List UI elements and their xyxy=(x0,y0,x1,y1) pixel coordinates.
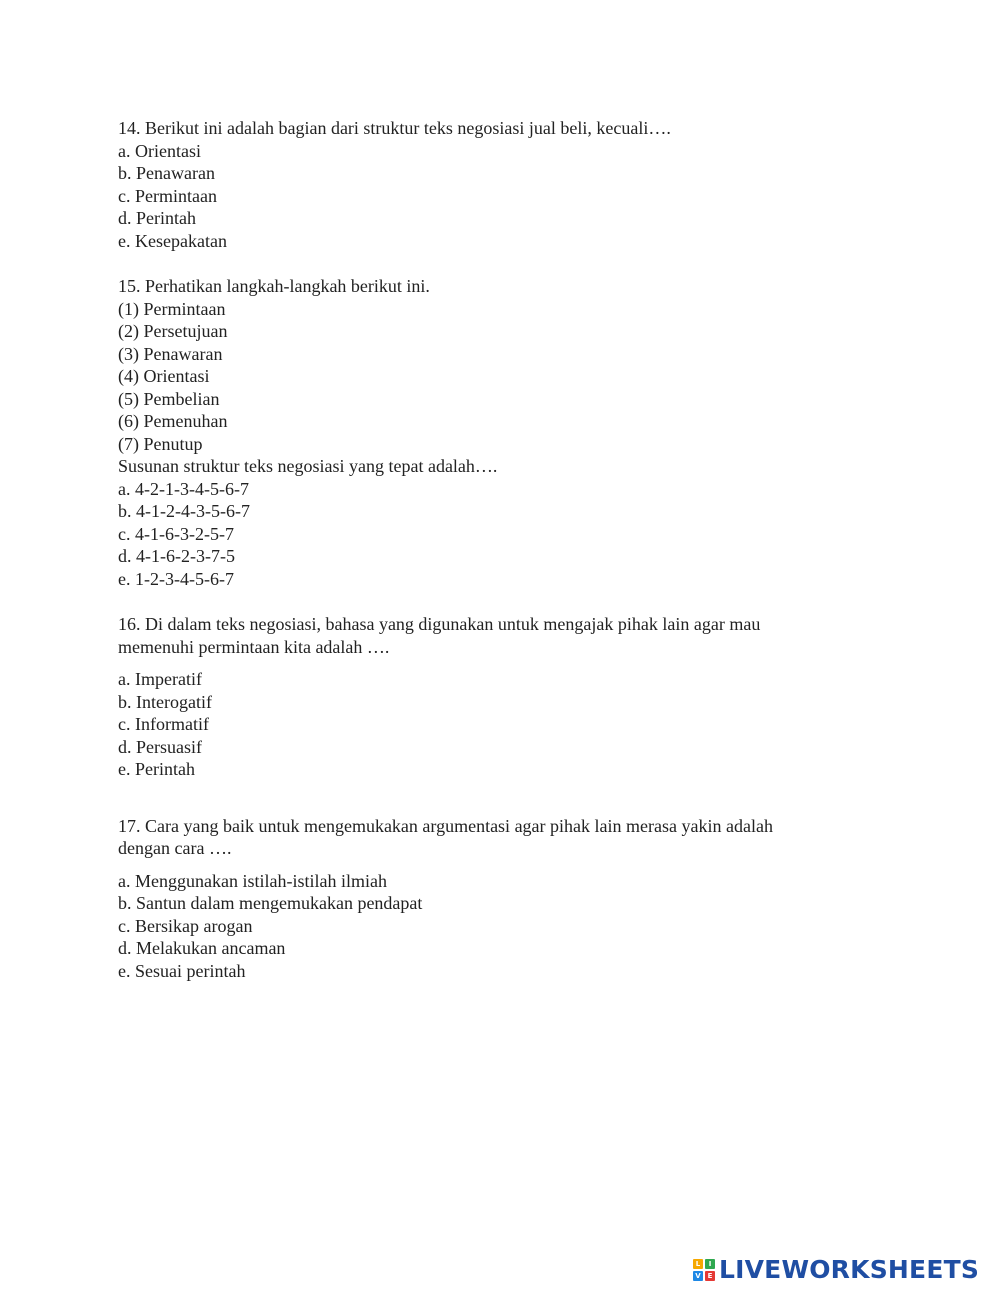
question-16-option-d: d. Persuasif xyxy=(118,736,202,757)
logo-tile-e: E xyxy=(705,1271,715,1281)
question-17-stem-line-2: dengan cara …. xyxy=(118,838,232,858)
question-14 xyxy=(118,117,878,252)
question-15-step-4: (4) Orientasi xyxy=(118,366,210,386)
question-14-option-c: c. Permintaan xyxy=(118,185,217,206)
question-15-step-1: (1) Permintaan xyxy=(118,298,226,319)
question-17-stem-line-1: 17. Cara yang baik untuk mengemukakan argumentasi agar pihak lain merasa yakin adalah xyxy=(118,815,773,836)
question-16-option-c: c. Informatif xyxy=(118,714,209,734)
question-15 xyxy=(118,275,878,590)
question-14-stem: 14. Berikut ini adalah bagian dari struktur teks negosiasi jual beli, kecuali…. xyxy=(118,118,671,138)
question-15-prompt: Susunan struktur teks negosiasi yang tepat adalah…. xyxy=(118,456,498,476)
question-15-option-e: e. 1-2-3-4-5-6-7 xyxy=(118,568,234,589)
question-16-stem-line-2: memenuhi permintaan kita adalah …. xyxy=(118,636,390,657)
question-16-stem-line-1: 16. Di dalam teks negosiasi, bahasa yang digunakan untuk mengajak pihak lain agar mau xyxy=(118,614,761,634)
logo-tile-l: L xyxy=(693,1259,703,1269)
question-14-option-d: d. Perintah xyxy=(118,208,196,228)
logo-tile-i: I xyxy=(705,1259,715,1269)
question-15-option-a: a. 4-2-1-3-4-5-6-7 xyxy=(118,478,249,499)
question-16 xyxy=(118,613,878,781)
question-15-option-d: d. 4-1-6-2-3-7-5 xyxy=(118,546,235,566)
worksheet-page xyxy=(118,117,878,1004)
liveworksheets-wordmark: LIVEWORKSHEETS xyxy=(719,1255,980,1284)
question-17-option-a: a. Menggunakan istilah-istilah ilmiah xyxy=(118,870,387,891)
question-15-step-6: (6) Pemenuhan xyxy=(118,411,228,431)
question-14-option-b: b. Penawaran xyxy=(118,163,215,183)
question-17 xyxy=(118,815,878,983)
question-17-option-d: d. Melakukan ancaman xyxy=(118,938,286,958)
question-15-step-2: (2) Persetujuan xyxy=(118,321,228,341)
question-17-option-c: c. Bersikap arogan xyxy=(118,915,253,936)
question-15-option-b: b. 4-1-2-4-3-5-6-7 xyxy=(118,501,250,521)
question-15-option-c: c. 4-1-6-3-2-5-7 xyxy=(118,523,234,544)
question-15-step-7: (7) Penutup xyxy=(118,433,203,454)
question-17-option-b: b. Santun dalam mengemukakan pendapat xyxy=(118,893,423,913)
question-14-option-e: e. Kesepakatan xyxy=(118,230,227,251)
question-15-step-5: (5) Pembelian xyxy=(118,388,220,409)
question-16-option-a: a. Imperatif xyxy=(118,669,202,689)
question-17-option-e: e. Sesuai perintah xyxy=(118,960,246,981)
liveworksheets-brand xyxy=(693,1256,979,1284)
spacer xyxy=(118,658,878,668)
liveworksheets-logo-icon xyxy=(693,1259,715,1281)
question-16-option-b: b. Interogatif xyxy=(118,691,212,712)
question-15-step-3: (3) Penawaran xyxy=(118,343,223,364)
question-14-option-a: a. Orientasi xyxy=(118,140,201,161)
spacer xyxy=(118,860,878,870)
logo-tile-v: V xyxy=(693,1271,703,1281)
question-16-option-e: e. Perintah xyxy=(118,759,195,779)
question-15-stem: 15. Perhatikan langkah-langkah berikut ini. xyxy=(118,276,430,296)
